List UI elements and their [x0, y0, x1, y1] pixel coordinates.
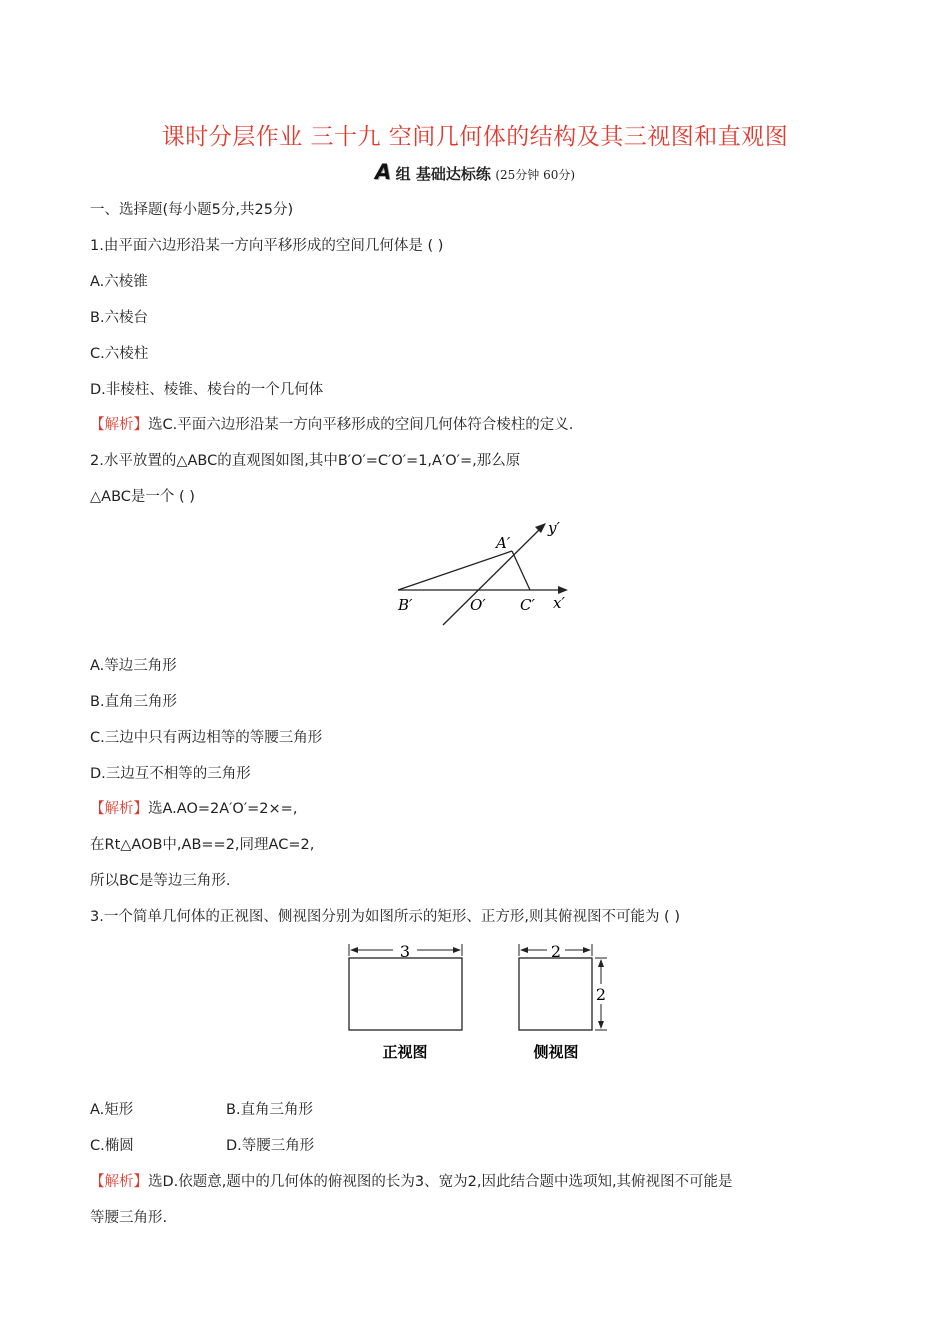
analysis-tag: 【解析】	[90, 801, 148, 817]
label-y: y′	[548, 519, 560, 537]
q3-analysis-text1: 选D.依题意,题中的几何体的俯视图的长为3、宽为2,因此结合题中选项知,其俯视图不可能是	[148, 1174, 733, 1190]
q3-analysis-line1	[90, 1170, 733, 1191]
side-view-label: 侧视图	[533, 1043, 579, 1061]
q1-option-a: A.六棱锥	[90, 274, 148, 290]
page-title: 课时分层作业 三十九 空间几何体的结构及其三视图和直观图	[161, 124, 789, 150]
q3-option-d: D.等腰三角形	[226, 1138, 315, 1154]
front-view-label: 正视图	[382, 1043, 428, 1061]
q2-option-a: A.等边三角形	[90, 658, 177, 674]
q3-option-c: C.椭圆	[90, 1138, 134, 1154]
q3-analysis-line2: 等腰三角形.	[90, 1210, 168, 1226]
q2-analysis-text1: 选A.AO=2A′O′=2×=,	[148, 801, 298, 817]
q3-option-b: B.直角三角形	[226, 1102, 314, 1118]
q1-option-d: D.非棱柱、棱锥、棱台的一个几何体	[90, 382, 324, 398]
q1-option-c: C.六棱柱	[90, 346, 149, 362]
q2-stem-line2: △ABC是一个 ( )	[90, 489, 195, 505]
side-view-rect	[519, 958, 592, 1030]
q2-analysis-line1	[90, 797, 297, 818]
analysis-tag: 【解析】	[90, 1174, 148, 1190]
arrow-right-icon	[583, 947, 591, 953]
q3-stem: 3.一个简单几何体的正视图、侧视图分别为如图所示的矩形、正方形,则其俯视图不可能为 ( )	[90, 909, 680, 925]
q2-analysis-line3: 所以BC是等边三角形.	[90, 873, 231, 889]
label-x: x′	[553, 594, 565, 612]
q1-option-b: B.六棱台	[90, 310, 149, 326]
x-axis-arrow-icon	[558, 586, 568, 594]
label-b: B′	[398, 596, 413, 614]
q2-option-d: D.三边互不相等的三角形	[90, 766, 251, 782]
q1-analysis-text: 选C.平面六边形沿某一方向平移形成的空间几何体符合棱柱的定义.	[148, 417, 574, 433]
q1-analysis	[90, 413, 573, 434]
arrow-up-icon	[598, 959, 604, 967]
q1-stem: 1.由平面六边形沿某一方向平移形成的空间几何体是 ( )	[90, 238, 444, 254]
q2-analysis-line2: 在Rt△AOB中,AB==2,同理AC=2,	[90, 837, 315, 853]
three-view-figure	[335, 938, 625, 1068]
arrow-right-icon	[453, 947, 461, 953]
front-view-rect	[349, 958, 462, 1030]
front-width-label: 3	[399, 942, 411, 961]
label-a: A′	[496, 534, 511, 552]
oblique-triangle-figure	[390, 515, 580, 630]
arrow-left-icon	[520, 947, 528, 953]
group-time: (25分钟 60分)	[495, 168, 576, 182]
label-c: C′	[520, 596, 535, 614]
section-heading: 一、选择题(每小题5分,共25分)	[90, 202, 294, 218]
q2-stem-line1: 2.水平放置的△ABC的直观图如图,其中B′O′=C′O′=1,A′O′=,那么原	[90, 453, 521, 469]
side-height-label: 2	[595, 985, 607, 1004]
analysis-tag: 【解析】	[90, 417, 148, 433]
q2-option-b: B.直角三角形	[90, 694, 178, 710]
group-banner	[0, 160, 950, 184]
group-letter: A	[374, 160, 392, 184]
q2-option-c: C.三边中只有两边相等的等腰三角形	[90, 730, 323, 746]
label-o: O′	[470, 596, 486, 614]
group-name: 组 基础达标练	[395, 165, 491, 183]
side-a-c	[512, 551, 530, 590]
arrow-down-icon	[598, 1021, 604, 1029]
arrow-left-icon	[350, 947, 358, 953]
side-b-a	[398, 551, 512, 590]
q3-option-a: A.矩形	[90, 1102, 134, 1118]
side-width-label: 2	[550, 942, 562, 961]
